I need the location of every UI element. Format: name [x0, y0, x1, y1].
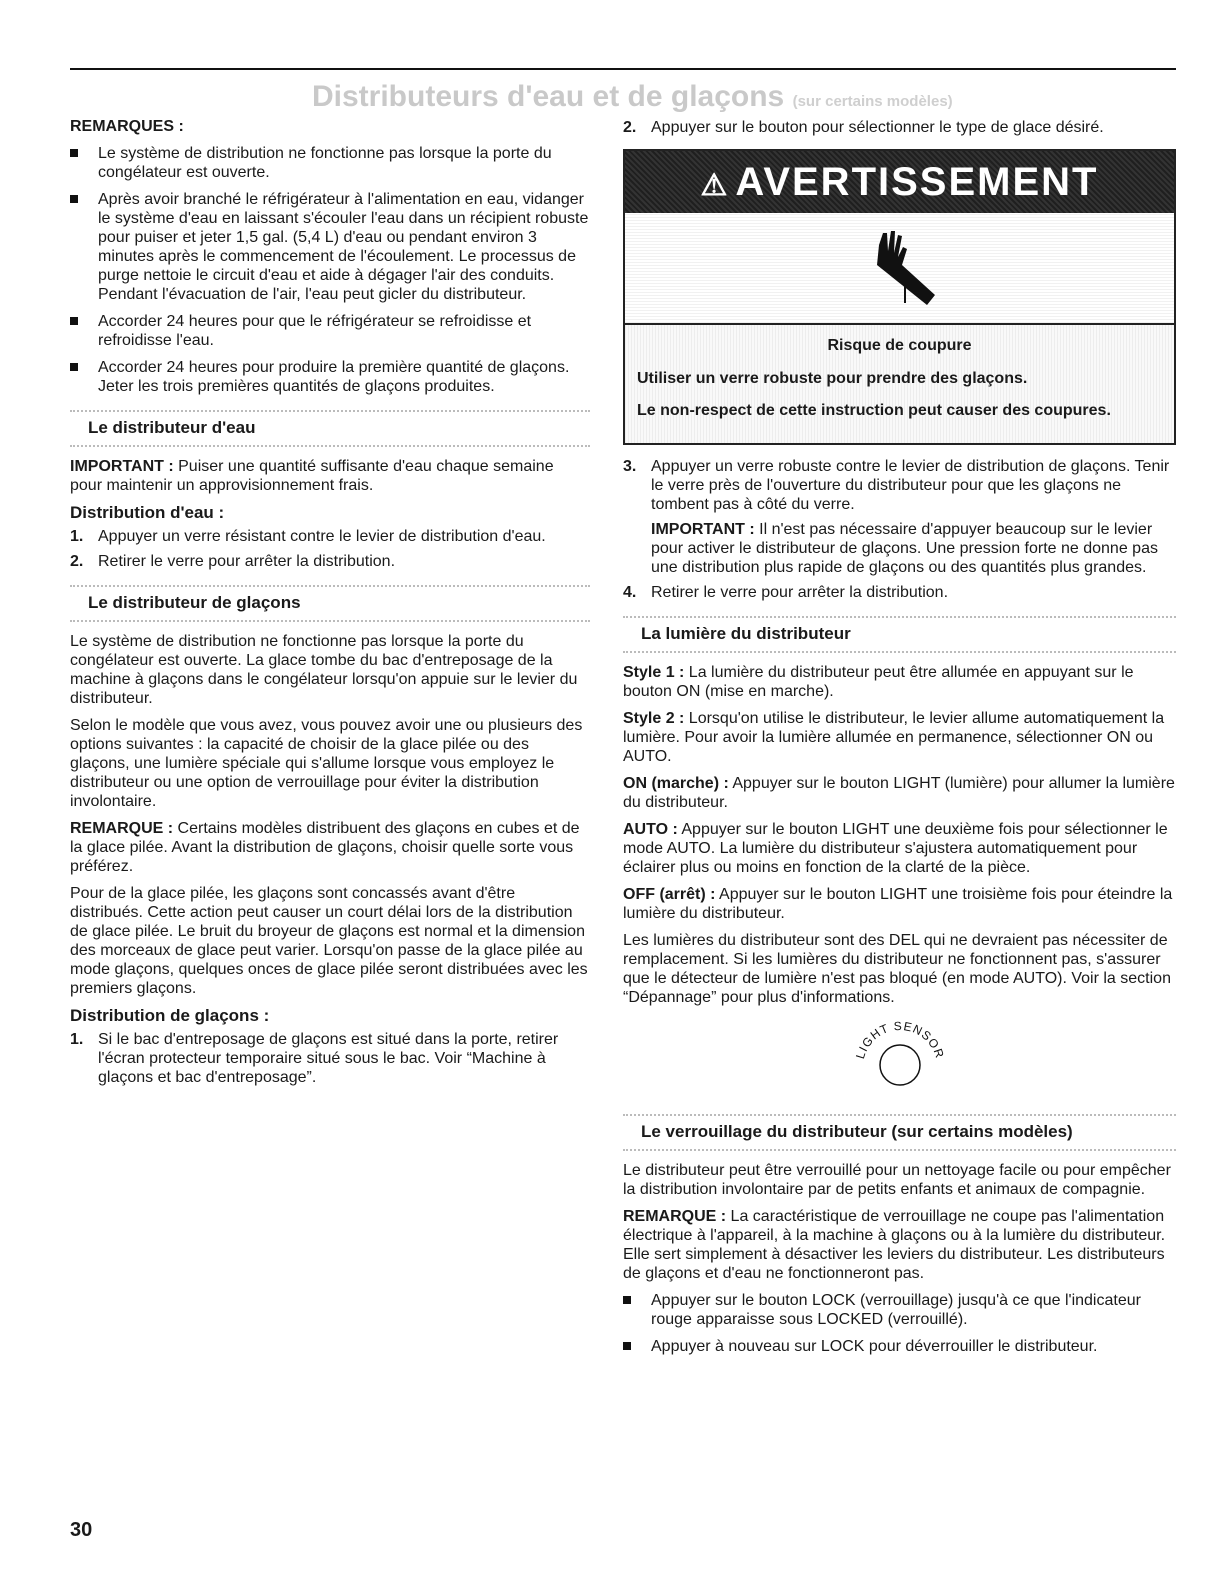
step-number: 2.: [623, 119, 637, 136]
important-label: IMPORTANT :: [70, 458, 174, 475]
style1-text: La lumière du distributeur peut être allumée en appuyant sur le bouton ON (mise en marche).: [623, 664, 1134, 700]
remarque-item: Après avoir branché le réfrigérateur à l'alimentation en eau, vidanger le système d'eau en laissant s'écouler l'eau dans un récipient robuste pour puiser et jeter 1,5 gal. (5,4 L) d'eau ou pendant environ 3 minutes après le commencement de l'écoulement. Le processus de purge nettoie le circuit d'eau et aide à dégager l'air des conduits. Pendant l'évacuation de l'air, l'eau peut gicler du distributeur.: [70, 190, 590, 304]
ice-dist-heading: Distribution de glaçons :: [70, 1006, 270, 1025]
step-number: 1.: [70, 528, 84, 545]
auto-label: AUTO :: [623, 821, 678, 838]
water-important-text: Puiser une quantité suffisante d'eau chaque semaine pour maintenir un approvisionnement frais.: [70, 458, 554, 494]
section-heading-water: [70, 410, 590, 447]
light-on: [623, 774, 1176, 812]
ice-step: [70, 1030, 590, 1087]
light-heading: La lumière du distributeur: [641, 624, 851, 643]
step-number: 1.: [70, 1031, 84, 1048]
lock-heading: Le verrouillage du distributeur (sur certains modèles): [641, 1122, 1073, 1141]
light-style1: [623, 663, 1176, 701]
light-off: [623, 885, 1176, 923]
water-heading: Le distributeur d'eau: [88, 418, 256, 437]
right-column: [623, 118, 1176, 1364]
warning-line: Le non-respect de cette instruction peut causer des coupures.: [637, 402, 1111, 419]
remarques-heading: REMARQUES :: [70, 118, 184, 135]
step-text: Retirer le verre pour arrêter la distribution.: [98, 553, 396, 570]
off-text: Appuyer sur le bouton LIGHT une troisième fois pour éteindre la lumière du distributeur.: [623, 886, 1173, 922]
warning-triangle-icon: ⚠: [700, 169, 730, 202]
water-step: [70, 527, 590, 546]
lock-item: Appuyer à nouveau sur LOCK pour déverrouiller le distributeur.: [623, 1337, 1176, 1356]
lock-remarque-text: La caractéristique de verrouillage ne coupe pas l'alimentation électrique à l'appareil, à la machine à glaçons ou à la lumière du distributeur. Elle sert simplement à désactiver les leviers du distributeur. Les distributeurs de glaçons et d'eau ne fonctionneront pas.: [623, 1208, 1166, 1282]
step-text: Si le bac d'entreposage de glaçons est situé dans la porte, retirer l'écran protecteur temporaire situé sous le bac. Voir “Machine à glaçons et bac d'entreposage”.: [98, 1031, 559, 1086]
step-important-text: Il n'est pas nécessaire d'appuyer beaucoup sur le levier pour activer le distributeur de glaçons. Une pression forte ne donne pas une distribution plus rapide de glaçons ou des quantités plus grandes.: [651, 521, 1158, 576]
ice-paragraph: Le système de distribution ne fonctionne pas lorsque la porte du congélateur est ouverte. La glace tombe du bac d'entreposage de la machine à glaçons dans le congélateur lorsqu'on appuie sur le levier du distributeur.: [70, 633, 578, 707]
warning-line: Utiliser un verre robuste pour prendre des glaçons.: [637, 370, 1028, 387]
remarque-item: Accorder 24 heures pour produire la première quantité de glaçons. Jeter les trois premières quantités de glaçons produites.: [70, 358, 590, 396]
left-column: [70, 118, 590, 1093]
ice-steps-right: [623, 118, 1176, 137]
important-label: IMPORTANT :: [651, 521, 755, 538]
style1-label: Style 1 :: [623, 664, 685, 681]
ice-paragraph: Pour de la glace pilée, les glaçons sont concassés avant d'être distribués. Cette action peut causer un court délai lors de la distribution de glace pilée. Le bruit du broyeur de glaçons est normal et la dimension des morceaux de glace peut varier. Lorsqu'on passe de la glace pilée au mode glaçons, quelques onces de glace pilée seront distribuées avec les premiers glaçons.: [70, 885, 588, 997]
step-number: 2.: [70, 553, 84, 570]
ice-heading: Le distributeur de glaçons: [88, 593, 301, 612]
remarque-label: REMARQUE :: [70, 820, 174, 837]
auto-text: Appuyer sur le bouton LIGHT une deuxième fois pour sélectionner le mode AUTO. La lumière du distributeur s'ajustera automatiquement pour éclairer plus ou moins en fonction de la clarté de la pièce.: [623, 821, 1168, 876]
warning-body: [625, 325, 1174, 443]
remarque-item: Le système de distribution ne fonctionne pas lorsque la porte du congélateur est ouverte.: [70, 144, 590, 182]
ice-step: [623, 457, 1176, 577]
light-sensor-icon: [845, 1015, 955, 1091]
cut-hand-icon: [855, 225, 945, 311]
step-text: Retirer le verre pour arrêter la distribution.: [651, 584, 949, 601]
step-important: [651, 520, 1176, 577]
page-title: [312, 80, 953, 114]
water-step: [70, 552, 590, 571]
step-text: Appuyer un verre robuste contre le levier de distribution de glaçons. Tenir le verre près de l'ouverture du distributeur pour que les glaçons ne tombent pas à côté du verre.: [651, 458, 1170, 513]
lock-paragraph: Le distributeur peut être verrouillé pour un nettoyage facile ou pour empêcher la distribution involontaire par de petits enfants et animaux de compagnie.: [623, 1162, 1171, 1198]
off-label: OFF (arrêt) :: [623, 886, 716, 903]
water-steps: [70, 527, 590, 571]
ice-steps-right-cont: [623, 457, 1176, 602]
style2-text: Lorsqu'on utilise le distributeur, le levier allume automatiquement la lumière. Pour avoir la lumière allumée en permanence, sélectionner ON ou AUTO.: [623, 710, 1165, 765]
step-number: 3.: [623, 458, 637, 475]
ice-steps-left: [70, 1030, 590, 1087]
on-label: ON (marche) :: [623, 775, 729, 792]
remarques-list: [70, 144, 590, 396]
section-heading-lock: [623, 1114, 1176, 1151]
warning-graphic: [625, 213, 1174, 325]
light-auto: [623, 820, 1176, 877]
on-text: Appuyer sur le bouton LIGHT (lumière) pour allumer la lumière du distributeur.: [623, 775, 1175, 811]
top-rule: [70, 68, 1176, 70]
style2-label: Style 2 :: [623, 710, 685, 727]
lock-remarque: [623, 1207, 1176, 1283]
ice-paragraph: Selon le modèle que vous avez, vous pouvez avoir une ou plusieurs des options suivantes : la capacité de choisir de la glace pilée ou des glaçons, une lumière spéciale qui s'allume lorsque vous employez le distributeur ou une option de verrouillage pour éviter la distribution involontaire.: [70, 717, 583, 810]
ice-step: [623, 118, 1176, 137]
page-title-main: Distributeurs d'eau et de glaçons: [312, 80, 785, 113]
page-number: 30: [70, 1519, 93, 1541]
water-dist-heading: Distribution d'eau :: [70, 503, 225, 522]
step-text: Appuyer sur le bouton pour sélectionner le type de glace désiré.: [651, 119, 1104, 136]
ice-remarque: [70, 819, 590, 876]
step-text: Appuyer un verre résistant contre le levier de distribution d'eau.: [98, 528, 546, 545]
warning-risk: Risque de coupure: [827, 337, 972, 354]
led-paragraph: Les lumières du distributeur sont des DEL qui ne devraient pas nécessiter de remplacement. Si les lumières du distributeur ne fonctionnent pas, s'assurer que le détecteur de lumière n'est pas bloqué (en mode AUTO). Voir la section “Dépannage” pour plus d'informations.: [623, 932, 1171, 1006]
warning-title: AVERTISSEMENT: [735, 160, 1099, 204]
warning-box: [623, 149, 1176, 445]
section-heading-ice: [70, 585, 590, 622]
remarque-label: REMARQUE :: [623, 1208, 727, 1225]
step-number: 4.: [623, 584, 637, 601]
light-style2: [623, 709, 1176, 766]
warning-header: [625, 151, 1174, 213]
ice-remarque-text: Certains modèles distribuent des glaçons en cubes et de la glace pilée. Avant la distribution de glaçons, choisir quelle sorte vous préférez.: [70, 820, 580, 875]
light-sensor-graphic: [623, 1015, 1176, 1096]
water-important: [70, 457, 590, 495]
lock-list: [623, 1291, 1176, 1356]
sensor-label: LIGHT SENSOR: [852, 1018, 947, 1061]
svg-text:LIGHT SENSOR: [853, 1019, 947, 1061]
section-heading-light: [623, 616, 1176, 653]
remarque-item: Accorder 24 heures pour que le réfrigérateur se refroidisse et refroidisse l'eau.: [70, 312, 590, 350]
page-title-sub: (sur certains modèles): [792, 93, 953, 110]
lock-item: Appuyer sur le bouton LOCK (verrouillage) jusqu'à ce que l'indicateur rouge apparaisse sous LOCKED (verrouillé).: [623, 1291, 1176, 1329]
ice-step: [623, 583, 1176, 602]
